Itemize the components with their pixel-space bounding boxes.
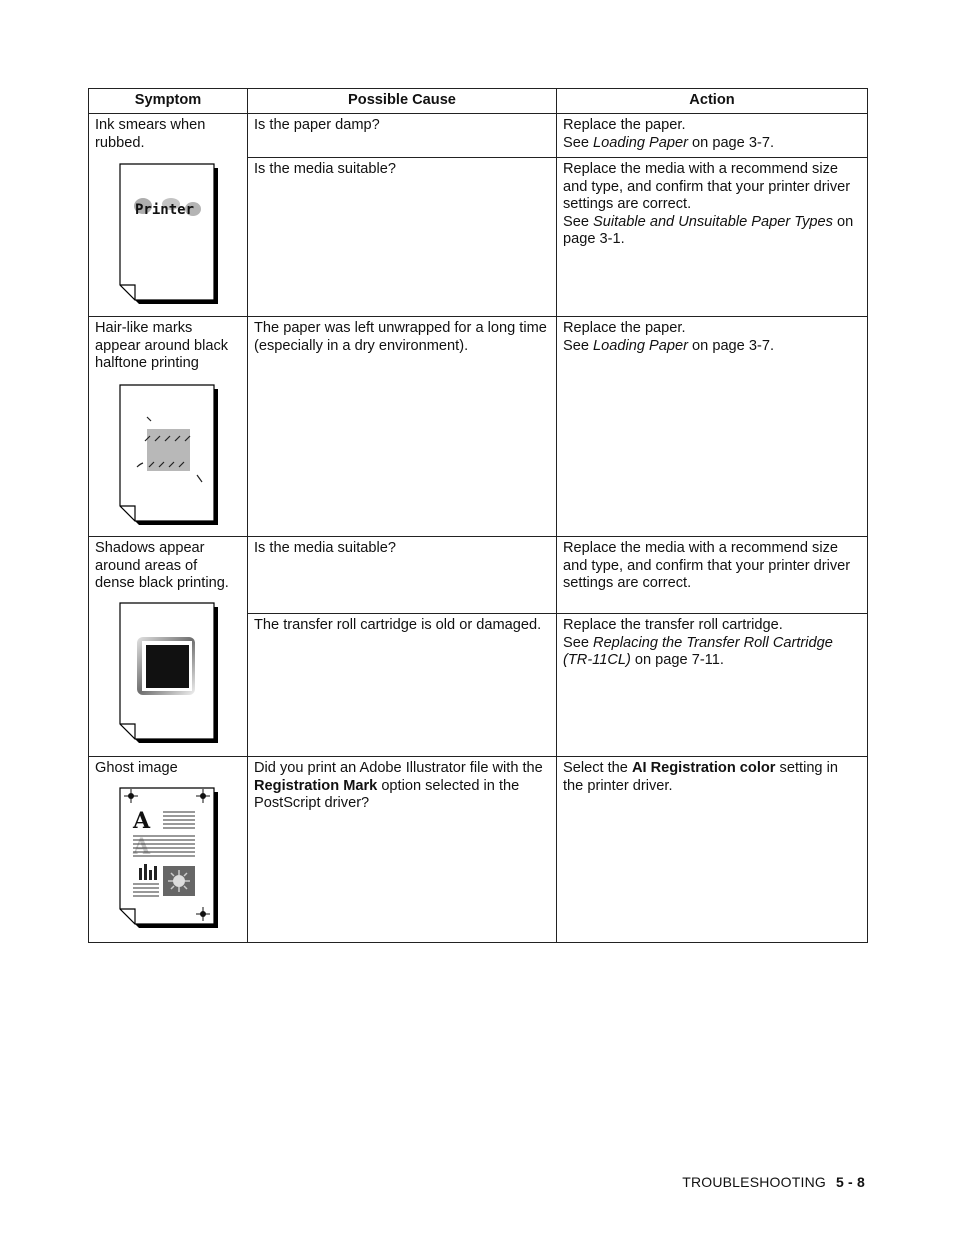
ink-smear-sample-image bbox=[115, 160, 219, 304]
symptom-cell bbox=[89, 537, 248, 757]
ghost-image-sample bbox=[115, 784, 219, 928]
troubleshooting-table bbox=[88, 88, 868, 943]
symptom-cell bbox=[89, 114, 248, 317]
header-symptom: Symptom bbox=[89, 89, 248, 114]
footer-section-title: TROUBLESHOOTING bbox=[682, 1174, 826, 1190]
reference-link-loading-paper[interactable]: Loading Paper bbox=[593, 337, 688, 354]
table-header-row bbox=[89, 89, 868, 114]
see-reference: See Loading Paper on page 3-7. bbox=[563, 337, 774, 354]
cause-text: Is the media suitable? bbox=[254, 161, 396, 177]
cause-text: The transfer roll cartridge is old or damaged. bbox=[254, 617, 542, 633]
header-possible-cause: Possible Cause bbox=[248, 89, 557, 114]
table-row bbox=[89, 317, 868, 537]
action-text: Select the AI Registration color setting in the printer driver. bbox=[563, 760, 838, 794]
symptom-text: Ghost image bbox=[95, 760, 178, 776]
cause-text: The paper was left unwrapped for a long time (especially in a dry environment). bbox=[254, 320, 547, 354]
cause-text: Is the paper damp? bbox=[254, 117, 380, 133]
cause-text: Is the media suitable? bbox=[254, 540, 396, 556]
action-cell bbox=[557, 537, 868, 614]
cause-cell bbox=[248, 114, 557, 158]
action-cell bbox=[557, 317, 868, 537]
action-text: Replace the media with a recommend size and type, and confirm that your printer driver settings are correct. bbox=[563, 540, 851, 591]
cause-cell bbox=[248, 158, 557, 317]
action-cell bbox=[557, 114, 868, 158]
header-action: Action bbox=[557, 89, 868, 114]
shadow-sample-image bbox=[115, 599, 219, 743]
table-row bbox=[89, 757, 868, 943]
symptom-text: Hair-like marks appear around black halftone printing bbox=[95, 320, 229, 371]
action-text: Replace the paper. bbox=[563, 320, 686, 336]
smeared-printer-word: Printer bbox=[135, 202, 195, 218]
cause-text: Did you print an Adobe Illustrator file with the Registration Mark option selected in the PostScript driver? bbox=[254, 760, 543, 811]
reference-link-loading-paper[interactable]: Loading Paper bbox=[593, 134, 688, 151]
action-text: Replace the transfer roll cartridge. bbox=[563, 617, 783, 633]
footer-page-number: 5 - 8 bbox=[835, 1174, 865, 1190]
symptom-text: Ink smears when rubbed. bbox=[95, 117, 206, 151]
table-row bbox=[89, 114, 868, 158]
page-footer bbox=[682, 1174, 865, 1192]
letter-a-sample: A bbox=[133, 807, 151, 834]
see-reference: See Loading Paper on page 3-7. bbox=[563, 134, 774, 151]
cause-cell bbox=[248, 537, 557, 614]
action-text: Replace the media with a recommend size and type, and confirm that your printer driver settings are correct. bbox=[563, 161, 851, 212]
cause-cell bbox=[248, 757, 557, 943]
ghost-letter-a: A bbox=[133, 833, 151, 860]
cause-cell bbox=[248, 317, 557, 537]
action-text: Replace the paper. bbox=[563, 117, 686, 133]
symptom-cell bbox=[89, 317, 248, 537]
symptom-cell bbox=[89, 757, 248, 943]
see-reference: See Suitable and Unsuitable Paper Types on page 3-1. bbox=[563, 213, 854, 247]
reference-link-transfer-roll[interactable]: Replacing the Transfer Roll Cartridge (TR-11CL) bbox=[563, 634, 833, 668]
hair-marks-sample-image bbox=[115, 381, 219, 525]
symptom-text: Shadows appear around areas of dense black printing. bbox=[95, 540, 229, 591]
see-reference: See Replacing the Transfer Roll Cartridge (TR-11CL) on page 7-11. bbox=[563, 634, 833, 668]
table-row bbox=[89, 537, 868, 614]
action-cell bbox=[557, 757, 868, 943]
action-cell bbox=[557, 158, 868, 317]
cause-cell bbox=[248, 614, 557, 757]
action-cell bbox=[557, 614, 868, 757]
reference-link-paper-types[interactable]: Suitable and Unsuitable Paper Types bbox=[593, 213, 833, 230]
